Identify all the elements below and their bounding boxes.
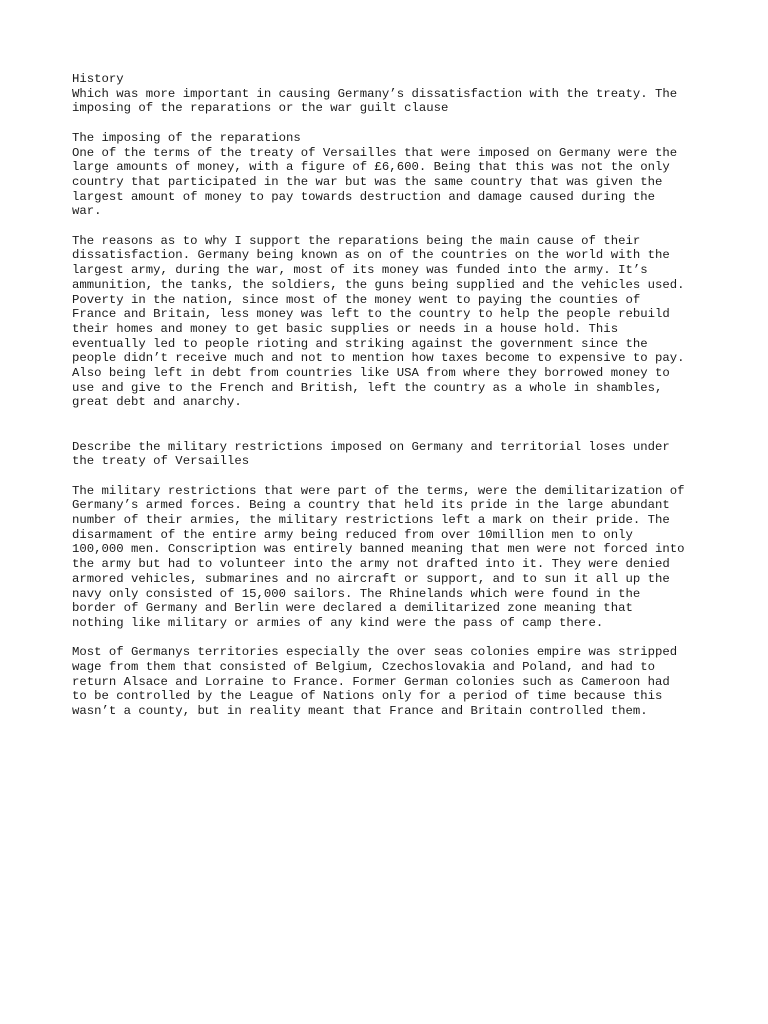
section-2-paragraph-2: Most of Germanys territories especially the over seas colonies empire was stripped wage from them that consisted of Belgium, Czechoslovakia and Poland, and had to return Alsace and Lorraine to France. Former German colonies such as Cameroon had to be controlled by the League of Nations only for a period of time because this wasn’t a county, but in reality meant that France and Britain controlled them. — [72, 645, 678, 719]
spacer — [72, 410, 704, 439]
spacer — [72, 469, 704, 484]
subject-title: History — [72, 72, 124, 86]
question-1: Which was more important in causing Germany’s dissatisfaction with the treaty. The imposing of the reparations or the war guilt clause — [72, 86, 678, 116]
section-1-heading: The imposing of the reparations — [72, 130, 301, 145]
document-page — [72, 72, 704, 719]
section-1-paragraph-2: The reasons as to why I support the reparations being the main cause of their dissatisfaction. Germany being known as on of the countries on the world with the largest army, during the war, most of its money was funded into the army. It’s ammunition, the tanks, the soldiers, the guns being supplied and the vehicles used. Poverty in the nation, since most of the money went to paying the counties of France and Britain, less money was left to the country to help the people rebuild their homes and money to get basic supplies or needs in a house hold. This eventually led to people rioting and striking against the government since the people didn’t receive much and not to mention how taxes become to expensive to pay. Also being left in debt from countries like USA from where they borrowed money to use and give to the French and British, left the country as a whole in shambles, great debt and anarchy. — [72, 233, 685, 410]
section-2-paragraph-1: The military restrictions that were part of the terms, were the demilitarization of Germany’s armed forces. Being a country that held its pride in the large abundant number of their armies, the military restrictions left a mark on their pride. The disarmament of the entire army being reduced from over 10million men to only 100,000 men. Conscription was entirely banned meaning that men were not forced into the army but had to volunteer into the army not drafted into it. They were denied armored vehicles, submarines and no aircraft or support, and to sun it all up the navy only consisted of 15,000 sailors. The Rhinelands which were found in the border of Germany and Berlin were declared a demilitarized zone meaning that nothing like military or armies of any kind were the pass of camp there. — [72, 483, 685, 630]
section-1-paragraph-1: One of the terms of the treaty of Versailles that were imposed on Germany were the large amounts of money, with a figure of £6,600. Being that this was not the only country that participated in the war but was the same country that was given the largest amount of money to pay towards destruction and damage caused during the war. — [72, 145, 678, 219]
spacer — [72, 219, 704, 234]
question-2: Describe the military restrictions imposed on Germany and territorial loses under the treaty of Versailles — [72, 439, 670, 469]
spacer — [72, 116, 704, 131]
spacer — [72, 631, 704, 646]
